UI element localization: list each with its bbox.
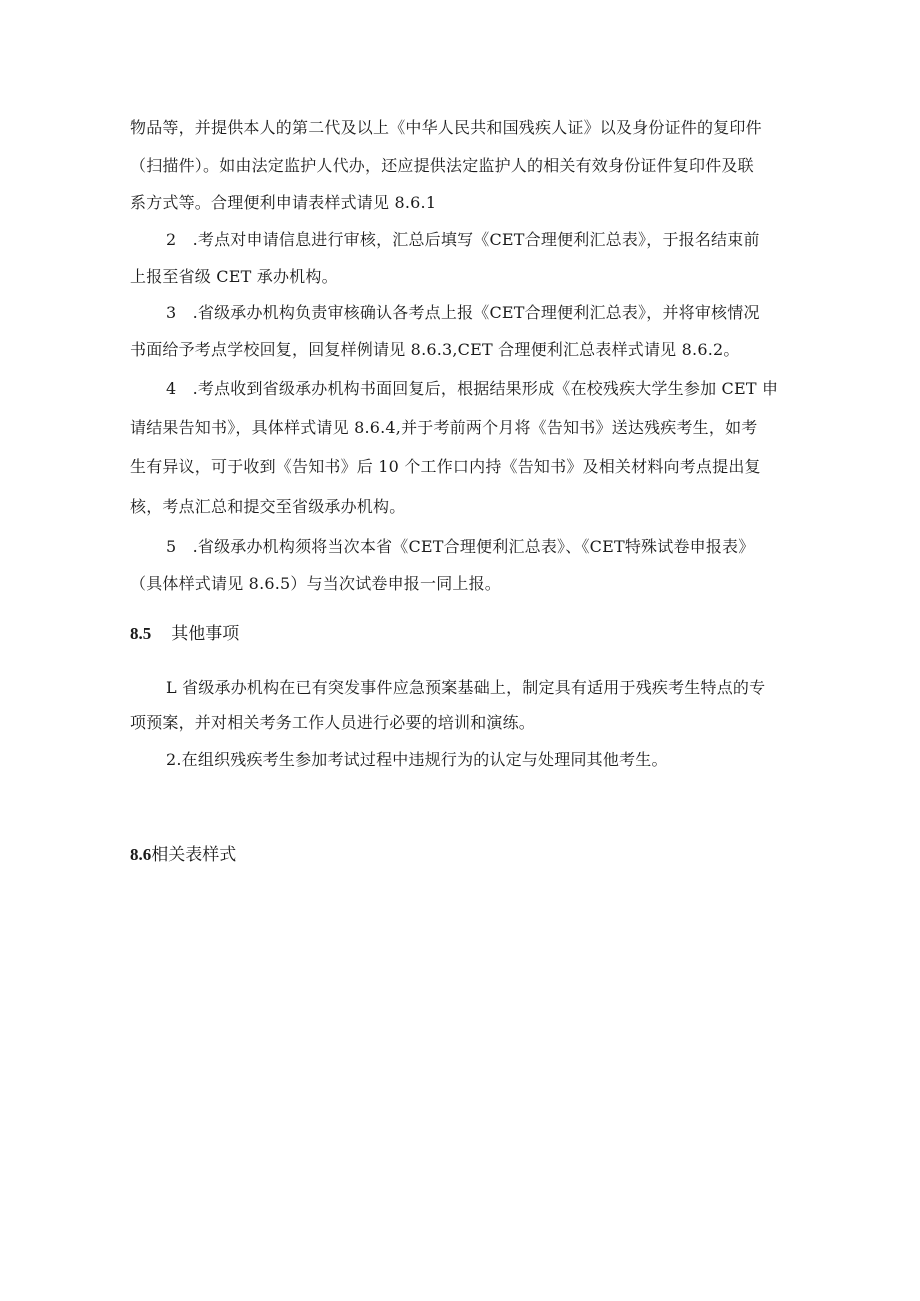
paragraph-line: 生有异议，可于收到《告知书》后 10 个工作口内持《告知书》及相关材料向考点提出复 (130, 457, 761, 476)
paragraph-line: 请结果告知书》，具体样式请见 8.6.4,并于考前两个月将《告知书》送达残疾考生，如考 (130, 418, 758, 437)
paragraph-line: 书面给予考点学校回复，回复样例请见 8.6.3,CET 合理便利汇总表样式请见 8.6.2。 (130, 340, 740, 359)
paragraph-line: 核，考点汇总和提交至省级承办机构。 (130, 497, 406, 516)
paragraph-line: 5 .省级承办机构须将当次本省《CET合理便利汇总表》、《CET特殊试卷申报表》 (166, 537, 755, 556)
paragraph-line: 4 .考点收到省级承办机构书面回复后，根据结果形成《在校残疾大学生参加 CET 申 (166, 379, 779, 398)
paragraph-line: 项预案，并对相关考务工作人员进行必要的培训和演练。 (130, 713, 536, 732)
paragraph-line: （扫描件）。如由法定监护人代办，还应提供法定监护人的相关有效身份证件复印件及联 (130, 156, 754, 175)
section-title: 相关表样式 (151, 845, 237, 865)
paragraph-line: 3 .省级承办机构负责审核确认各考点上报《CET合理便利汇总表》，并将审核情况 (166, 303, 760, 322)
paragraph-line: （具体样式请见 8.6.5）与当次试卷申报一同上报。 (130, 574, 501, 593)
section-title: 其他事项 (171, 624, 240, 644)
section-heading-8-5 (130, 622, 239, 646)
section-heading-8-6 (130, 843, 236, 867)
paragraph-line: L 省级承办机构在已有突发事件应急预案基础上，制定具有适用于残疾考生特点的专 (166, 678, 766, 697)
paragraph-line: 2 .考点对申请信息进行审核，汇总后填写《CET合理便利汇总表》，于报名结束前 (166, 230, 760, 249)
section-number: 8.5 (130, 624, 152, 643)
paragraph-line: 系方式等。合理便利申请表样式请见 8.6.1 (130, 193, 437, 212)
paragraph-line: 2.在组织残疾考生参加考试过程中违规行为的认定与处理同其他考生。 (166, 750, 668, 769)
paragraph-line: 上报至省级 CET 承办机构。 (130, 267, 338, 286)
section-number: 8.6 (130, 845, 152, 864)
paragraph-line: 物品等，并提供本人的第二代及以上《中华人民共和国残疾人证》以及身份证件的复印件 (130, 118, 762, 137)
